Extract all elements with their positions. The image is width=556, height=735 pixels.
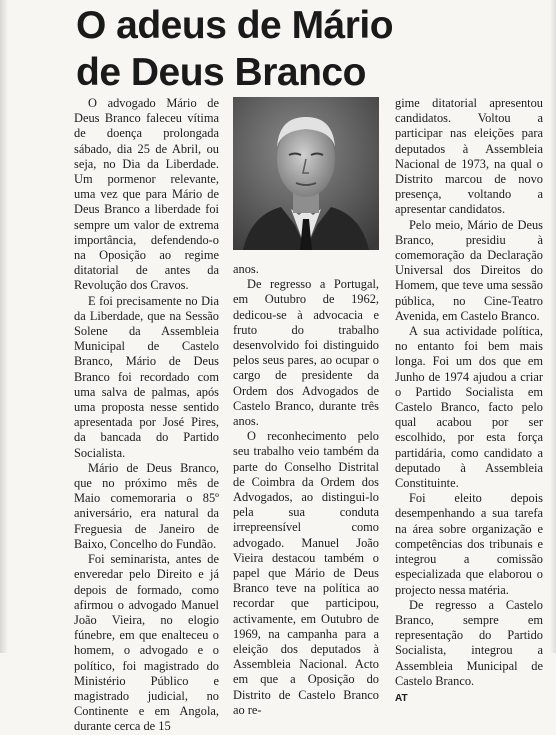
paragraph: Pelo meio, Mário de Deus Branco, presidiu à comemoração da Declaração Universal dos Direitos do Homem, que teve uma sessão pública, no Cine-Teatro Avenida, em Castelo Branco. — [395, 217, 543, 323]
article-headline — [76, 2, 476, 96]
paragraph: O reconhecimento pelo seu trabalho veio também da parte do Conselho Distrital de Coimbra da Ordem dos Advogados, ao distingui-lo pela sua conduta irrepreensível como advogado. Manuel João Vieira destacou também o papel que Mário de Deus Branco teve na política ao recordar que participou, activamente, em Outubro de 1969, na campanha para a eleição dos deputados à Assembleia Nacional. Acto em que a Oposição do Distrito de Castelo Branco ao re- — [233, 429, 379, 717]
paragraph: De regresso a Portugal, em Outubro de 1962, dedicou-se à advocacia e fruto do trabalho desenvolvido foi distinguido pelos seus pares, ao ocupar o cargo de presidente da Ordem dos Advogados de Castelo Branco, durante três anos. — [233, 277, 379, 429]
paragraph: E foi precisamente no Dia da Liberdade, que na Sessão Solene da Assembleia Municipal de Castelo Branco, Mário de Deus Branco foi recordado com uma salva de palmas, após uma proposta nesse sentido apresentada por José Pires, da bancada do Partido Socialista. — [74, 293, 219, 460]
page-edge-right — [550, 0, 556, 653]
paragraph: O advogado Mário de Deus Branco faleceu vítima de doença prolongada sábado, dia 25 de Abril, ou seja, no Dia da Liberdade. Um pormenor relevante, uma vez que para Mário de Deus Branco a liberdade foi sempre um valor de extrema importância, defendendo-o na Oposição ao regime ditatorial de antes da Revolução dos Cravos. — [74, 96, 219, 293]
page-edge — [0, 0, 8, 653]
article-column-1 — [74, 96, 219, 735]
portrait-photo — [233, 97, 379, 250]
article-column-2 — [233, 262, 379, 718]
paragraph: De regresso a Castelo Branco, sempre em representação do Partido Socialista, integrou a Assembleia Municipal de Castelo Branco. — [395, 597, 543, 688]
paragraph: Foi eleito depois desempenhando a sua tarefa na área sobre organização e competências dos tribunais e integrou a comissão especializada que elaborou o projecto nessa matéria. — [395, 491, 543, 597]
paragraph: gime ditatorial apresentou candidatos. Voltou a participar nas eleições para deputados à Assembleia Nacional de 1973, na qual o Distrito marcou de novo presença, voltando a apresentar candidatos. — [395, 96, 543, 217]
portrait-illustration — [233, 97, 379, 250]
headline-line-2: de Deus Branco — [76, 51, 366, 94]
paragraph: anos. — [233, 262, 259, 276]
paragraph: Foi seminarista, antes de enveredar pelo Direito e já depois de formado, como afirmou o advogado Manuel João Vieira, no elogio fúnebre, em que enalteceu o homem, o advogado e o político, foi magistrado do Ministério Público e magistrado judicial, no Continente e em Angola, durante cerca de 15 — [74, 552, 219, 734]
author-byline: AT — [395, 692, 408, 704]
headline-line-1: O adeus de Mário — [76, 4, 394, 47]
paragraph: A sua actividade política, no entanto foi bem mais longa. Foi um dos que em Junho de 1974 ajudou a criar o Partido Socialista em Castelo Branco, facto pelo qual acabou por ser escolhido, por esta força partidária, como candidato a deputado à Assembleia Constituinte. — [395, 324, 543, 491]
article-column-3 — [395, 96, 543, 706]
paragraph: Mário de Deus Branco, que no próximo mês de Maio comemoraria o 85º aniversário, era natural da Freguesia de Janeiro de Baixo, Concelho do Fundão. — [74, 460, 219, 551]
